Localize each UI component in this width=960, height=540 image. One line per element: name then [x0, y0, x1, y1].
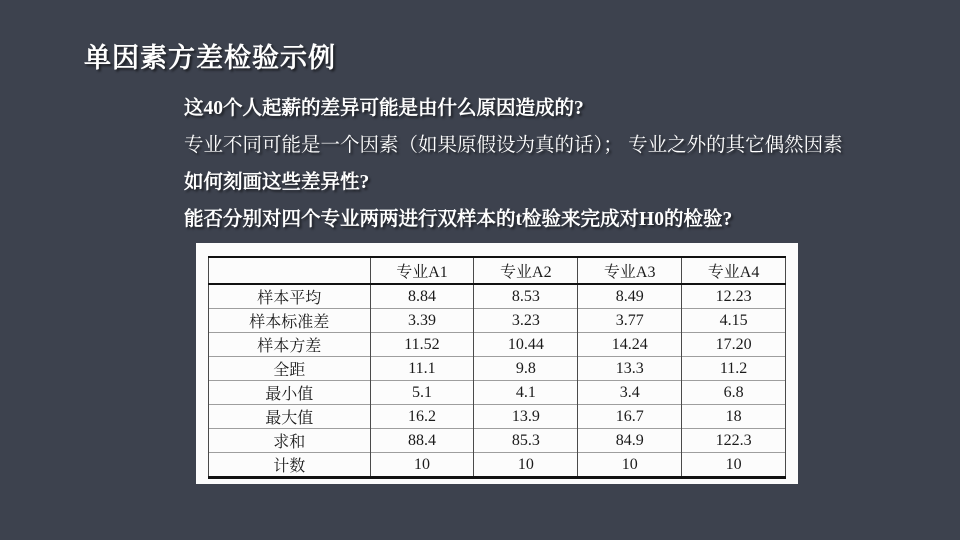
value-cell: 8.84 — [370, 284, 474, 309]
value-cell: 5.1 — [370, 381, 474, 405]
value-cell: 85.3 — [474, 429, 578, 453]
value-cell: 14.24 — [578, 333, 682, 357]
row-label: 最小值 — [209, 381, 371, 405]
bullet-list — [184, 90, 904, 238]
value-cell: 11.1 — [370, 357, 474, 381]
row-label: 样本标准差 — [209, 309, 371, 333]
table-row — [209, 284, 786, 309]
value-cell: 8.49 — [578, 284, 682, 309]
row-label: 全距 — [209, 357, 371, 381]
value-cell: 16.7 — [578, 405, 682, 429]
value-cell: 11.2 — [682, 357, 786, 381]
value-cell: 17.20 — [682, 333, 786, 357]
table-row — [209, 453, 786, 478]
table-row — [209, 429, 786, 453]
value-cell: 4.1 — [474, 381, 578, 405]
column-header: 专业A3 — [578, 257, 682, 284]
stats-panel — [196, 243, 798, 484]
bullet-line-3: 如何刻画这些差异性? — [184, 171, 370, 193]
value-cell: 84.9 — [578, 429, 682, 453]
value-cell: 10 — [370, 453, 474, 478]
table-row — [209, 357, 786, 381]
corner-cell — [209, 257, 371, 284]
value-cell: 8.53 — [474, 284, 578, 309]
value-cell: 9.8 — [474, 357, 578, 381]
value-cell: 4.15 — [682, 309, 786, 333]
value-cell: 122.3 — [682, 429, 786, 453]
row-label: 样本平均 — [209, 284, 371, 309]
stats-table — [208, 256, 786, 479]
stats-table-body — [209, 284, 786, 478]
value-cell: 13.3 — [578, 357, 682, 381]
column-header: 专业A1 — [370, 257, 474, 284]
value-cell: 13.9 — [474, 405, 578, 429]
value-cell: 10 — [474, 453, 578, 478]
value-cell: 6.8 — [682, 381, 786, 405]
value-cell: 16.2 — [370, 405, 474, 429]
row-label: 样本方差 — [209, 333, 371, 357]
table-row — [209, 333, 786, 357]
row-label: 最大值 — [209, 405, 371, 429]
value-cell: 12.23 — [682, 284, 786, 309]
slide-title: 单因素方差检验示例 — [84, 43, 336, 73]
column-header: 专业A2 — [474, 257, 578, 284]
value-cell: 3.39 — [370, 309, 474, 333]
row-label: 求和 — [209, 429, 371, 453]
value-cell: 3.23 — [474, 309, 578, 333]
value-cell: 3.77 — [578, 309, 682, 333]
row-label: 计数 — [209, 453, 371, 478]
bullet-line-1: 这40个人起薪的差异可能是由什么原因造成的? — [184, 97, 584, 119]
bullet-line-2: 专业不同可能是一个因素（如果原假设为真的话）； 专业之外的其它偶然因素 — [184, 134, 843, 156]
value-cell: 10.44 — [474, 333, 578, 357]
table-row — [209, 405, 786, 429]
value-cell: 18 — [682, 405, 786, 429]
column-header: 专业A4 — [682, 257, 786, 284]
value-cell: 10 — [682, 453, 786, 478]
value-cell: 10 — [578, 453, 682, 478]
bullet-line-4: 能否分别对四个专业两两进行双样本的t检验来完成对H0的检验? — [184, 208, 733, 230]
value-cell: 88.4 — [370, 429, 474, 453]
table-row — [209, 381, 786, 405]
value-cell: 3.4 — [578, 381, 682, 405]
value-cell: 11.52 — [370, 333, 474, 357]
table-header-row — [209, 257, 786, 284]
table-row — [209, 309, 786, 333]
